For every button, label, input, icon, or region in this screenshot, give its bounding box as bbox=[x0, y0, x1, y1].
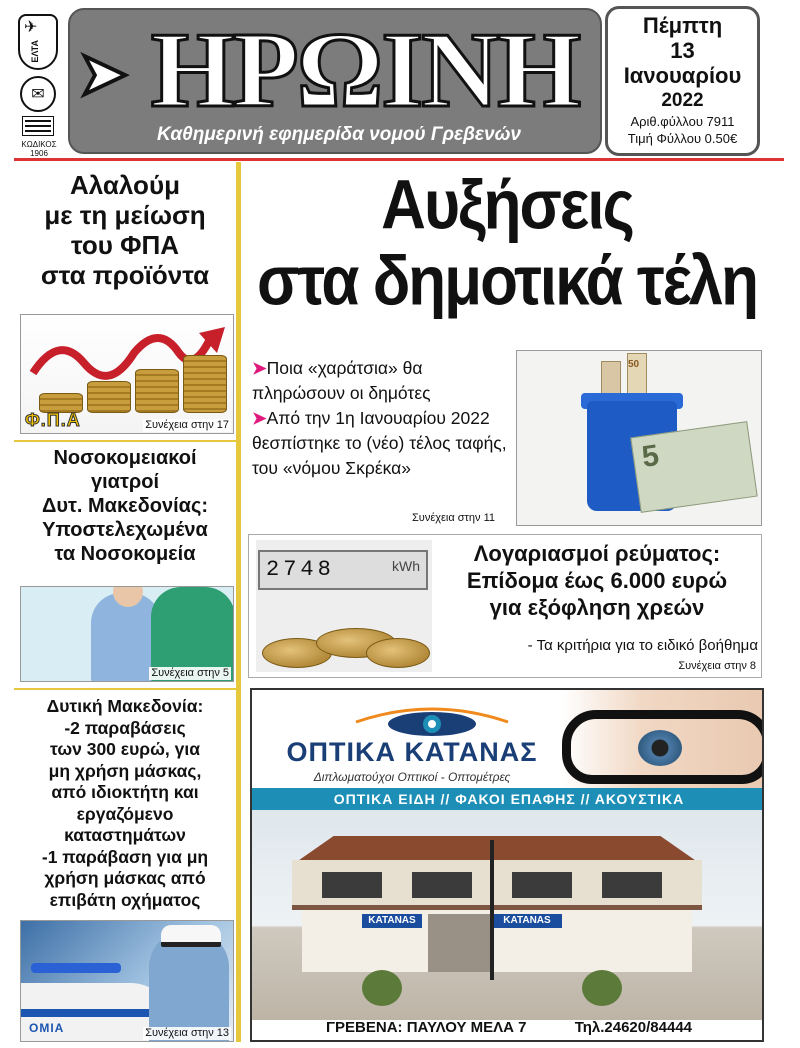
date-month: Ιανουαρίου bbox=[623, 63, 742, 88]
west-headline-line: -2 παραβάσεις bbox=[64, 717, 186, 738]
store-sign: KATANAS bbox=[492, 914, 562, 928]
hospital-headline[interactable] bbox=[14, 446, 236, 566]
masthead-banner bbox=[68, 8, 602, 154]
bullet-item bbox=[252, 406, 514, 481]
postage-seal-icon: ✉ bbox=[20, 76, 56, 112]
store-window bbox=[412, 872, 472, 898]
optics-advertisement[interactable] bbox=[250, 688, 764, 1042]
west-headline-line: καταστημάτων bbox=[64, 825, 186, 845]
date-year: 2022 bbox=[661, 90, 704, 111]
doctors-image bbox=[20, 586, 234, 682]
hospital-headline-line: γιατροί bbox=[90, 471, 160, 493]
store-window bbox=[512, 872, 572, 898]
west-headline-line: χρήση μάσκας από bbox=[44, 868, 206, 888]
electricity-meter-image bbox=[256, 540, 432, 672]
west-headline-line: μη χρήση μάσκας, bbox=[48, 760, 202, 781]
store-photo bbox=[252, 810, 764, 1020]
vat-headline-line: στα προϊόντα bbox=[40, 260, 210, 290]
main-continuation-link[interactable]: Συνέχεια στην 11 bbox=[412, 512, 495, 524]
bill-value: 5 bbox=[639, 438, 662, 474]
bullet-text: Από την 1η Ιανουαρίου 2022 θεσπίστηκε το (νέο) τέλος ταφής, του «νόμου Σκρέκα» bbox=[252, 408, 507, 478]
vat-continuation-link[interactable]: Συνέχεια στην 17 bbox=[145, 419, 229, 431]
euro-bill bbox=[630, 421, 757, 513]
shrub bbox=[362, 970, 402, 1006]
coin-stack bbox=[87, 381, 131, 413]
west-headline-line: των 300 ευρώ, για bbox=[50, 739, 200, 759]
main-headline[interactable] bbox=[246, 168, 768, 320]
hospital-headline-line: Νοσοκομειακοί bbox=[53, 447, 197, 469]
police-lightbar bbox=[31, 963, 121, 973]
date-box bbox=[605, 6, 760, 156]
street-lamp bbox=[490, 840, 494, 980]
store-pillar bbox=[428, 914, 492, 972]
coin-pile bbox=[366, 638, 430, 668]
vat-headline-line: Αλαλούμ bbox=[70, 170, 180, 200]
shrub bbox=[582, 970, 622, 1006]
ad-address: ΓΡΕΒΕΝΑ: ΠΑΥΛΟΥ ΜΕΛΑ 7 bbox=[326, 1019, 527, 1036]
store-window bbox=[322, 872, 382, 898]
store-window bbox=[602, 872, 662, 898]
west-headline-line: από ιδιοκτήτη και bbox=[51, 782, 199, 802]
hospital-continuation-link[interactable]: Συνέχεια στην 5 bbox=[151, 667, 229, 679]
hospital-headline-line: Υποστελεχωμένα bbox=[42, 519, 208, 541]
postal-badges bbox=[14, 10, 64, 160]
west-continuation-link[interactable]: Συνέχεια στην 13 bbox=[145, 1027, 229, 1039]
main-headline-line2: στα δημοτικά τέλη bbox=[257, 243, 757, 321]
banknote-value: 50 bbox=[628, 359, 640, 370]
ad-brand-name: ΟΠΤΙΚΑ ΚΑΤΑΝΑΣ bbox=[286, 737, 538, 767]
coin-stack bbox=[135, 369, 179, 413]
postal-code-number: 1906 bbox=[30, 149, 48, 158]
elta-label: ΕΛΤΑ bbox=[30, 40, 40, 63]
bullet-arrow-icon: ➤ bbox=[252, 358, 267, 378]
west-headline-line: -1 παράβαση για μη bbox=[41, 846, 209, 867]
bullet-arrow-icon: ➤ bbox=[252, 408, 267, 428]
permit-stamp bbox=[22, 116, 54, 136]
vat-headline-line: με τη μείωση bbox=[44, 200, 206, 230]
hospital-headline-line: Δυτ. Μακεδονίας: bbox=[41, 495, 209, 517]
left-separator bbox=[14, 688, 236, 690]
date-weekday: Πέμπτη bbox=[642, 13, 723, 38]
brand-eye-logo-icon bbox=[352, 704, 512, 738]
vat-headline-line: του ΦΠΑ bbox=[70, 230, 179, 260]
glasses-icon bbox=[562, 710, 764, 784]
left-separator bbox=[14, 440, 236, 442]
electricity-continuation-link[interactable]: Συνέχεια στην 8 bbox=[678, 660, 756, 672]
vat-coins-image bbox=[20, 314, 234, 434]
issue-price: Τιμή Φύλλου 0.50€ bbox=[627, 131, 738, 146]
main-story-bullets bbox=[252, 356, 514, 481]
meter-display: 2748 bbox=[258, 550, 428, 590]
police-car-text: ΟΜΙΑ bbox=[29, 1021, 65, 1035]
coin-stack bbox=[183, 355, 227, 413]
vat-label: Φ.Π.Α bbox=[25, 410, 81, 430]
trash-bin-money-image bbox=[516, 350, 762, 526]
store-roof bbox=[282, 836, 712, 860]
west-macedonia-headline[interactable] bbox=[14, 696, 236, 911]
elta-badge bbox=[18, 14, 58, 70]
ad-tagline: Διπλωματούχοι Οπτικοί - Οπτομέτρες bbox=[313, 770, 511, 784]
west-headline-line: επιβάτη οχήματος bbox=[49, 889, 201, 910]
police-image bbox=[20, 920, 234, 1042]
hospital-headline-line: τα Νοσοκομεία bbox=[54, 543, 196, 565]
meter-unit: kWh bbox=[392, 558, 420, 574]
ad-phone[interactable]: Τηλ.24620/84444 bbox=[574, 1019, 692, 1036]
west-headline-line: εργαζόμενο bbox=[76, 803, 174, 824]
police-officer bbox=[149, 931, 229, 1042]
arrow-icon: ➤ bbox=[78, 40, 129, 107]
ad-services: ΟΠΤΙΚΑ ΕΙΔΗ // ΦΑΚΟΙ ΕΠΑΦΗΣ // ΑΚΟΥΣΤΙΚΑ bbox=[252, 788, 764, 810]
date-day: 13 bbox=[670, 38, 695, 63]
newspaper-name: ΗΡΩΙΝΗ bbox=[150, 11, 580, 130]
electricity-headline-line: Επίδομα έως 6.000 ευρώ bbox=[466, 568, 728, 593]
police-cap bbox=[161, 925, 221, 947]
store-sign: KATANAS bbox=[362, 914, 422, 928]
column-divider bbox=[236, 162, 241, 1042]
electricity-headline[interactable] bbox=[436, 540, 758, 621]
bullet-item bbox=[252, 356, 514, 406]
postal-code-label: ΚΩΔΙΚΟΣ bbox=[21, 140, 57, 149]
west-headline-line: Δυτική Μακεδονία: bbox=[46, 696, 204, 716]
newspaper-subtitle: Καθημερινή εφημερίδα νομού Γρεβενών bbox=[157, 124, 521, 145]
main-headline-line1: Αυξήσεις bbox=[381, 166, 633, 245]
electricity-headline-line: Λογαριασμοί ρεύματος: bbox=[473, 541, 721, 566]
ad-contact bbox=[252, 1016, 764, 1040]
electricity-subline: - Τα κριτήρια για το ειδικό βοήθημα bbox=[527, 637, 758, 654]
masthead-divider bbox=[14, 158, 784, 161]
bullet-text: Ποια «χαράτσια» θα πληρώσουν οι δημότες bbox=[252, 358, 431, 403]
issue-number: Αριθ.φύλλου 7911 bbox=[630, 114, 735, 129]
electricity-headline-line: για εξόφληση χρεών bbox=[489, 595, 705, 620]
vat-headline[interactable] bbox=[14, 170, 236, 290]
postal-code bbox=[14, 140, 64, 158]
bird-icon: ✈ bbox=[24, 19, 38, 36]
